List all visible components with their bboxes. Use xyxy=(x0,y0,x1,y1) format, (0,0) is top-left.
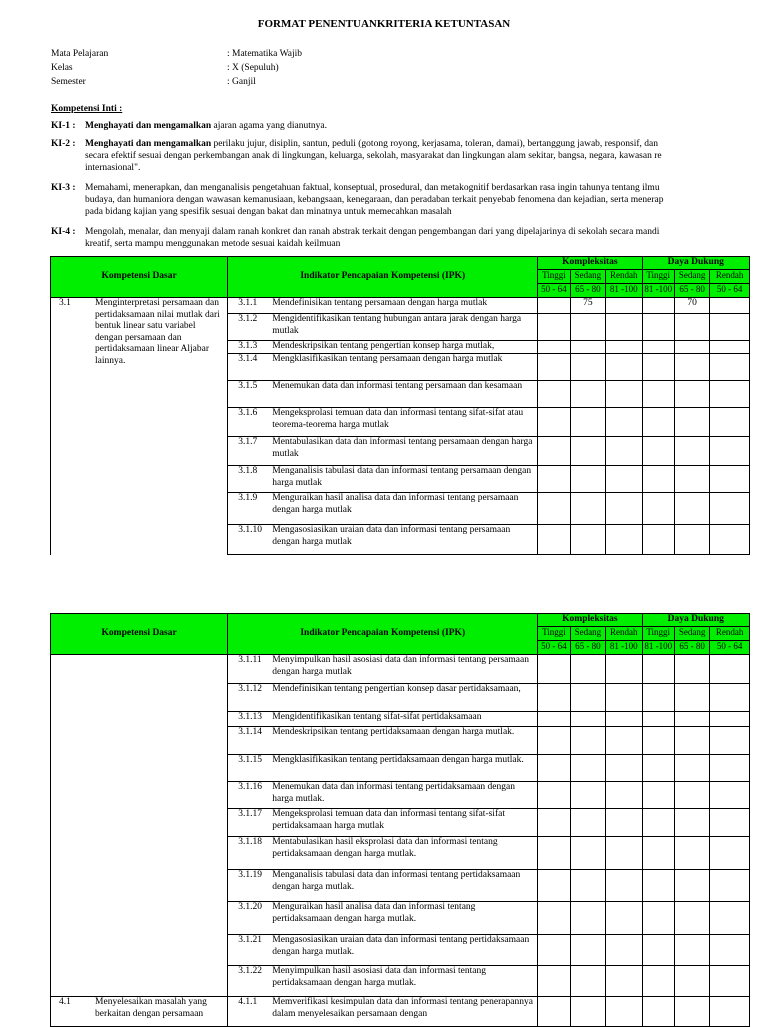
header-ipk: Indikator Pencapaian Kompetensi (IPK) xyxy=(228,257,538,298)
level-label: Tinggi xyxy=(642,270,674,284)
value-cell xyxy=(538,525,570,555)
value-cell xyxy=(710,870,750,902)
ki-bold: Menghayati dan mengamalkan xyxy=(85,139,212,149)
value-cell xyxy=(570,755,605,782)
value-cell xyxy=(606,782,642,809)
table-1 xyxy=(50,256,750,555)
value-cell xyxy=(606,354,642,381)
value-cell xyxy=(570,525,605,555)
ipk-number: 3.1.3 xyxy=(228,341,271,354)
value-cell xyxy=(538,493,570,525)
value-cell xyxy=(570,997,605,1027)
ipk-number: 3.1.19 xyxy=(228,870,271,902)
kd-text: Menginterpretasi persamaan dan pertidaksamaan nilai mutlak dari bentuk linear satu variabel dengan persamaan dan pertidaksamaan linear Aljabar lainnya. xyxy=(93,298,228,555)
value-cell xyxy=(674,870,709,902)
value-cell xyxy=(606,437,642,466)
value-cell xyxy=(642,870,674,902)
value-cell xyxy=(674,755,709,782)
ipk-number: 3.1.2 xyxy=(228,314,271,341)
ipk-number: 3.1.16 xyxy=(228,782,271,809)
value-cell xyxy=(538,314,570,341)
ipk-number: 3.1.1 xyxy=(228,298,271,314)
value-cell xyxy=(642,298,674,314)
kd-empty-cell xyxy=(51,655,228,997)
value-cell xyxy=(606,966,642,997)
value-cell xyxy=(606,493,642,525)
kd-number: 3.1 xyxy=(51,298,94,555)
value-cell xyxy=(538,684,570,712)
ipk-number: 3.1.6 xyxy=(228,408,271,437)
value-cell xyxy=(674,493,709,525)
range-label: 81 -100 xyxy=(642,284,674,298)
ki-line: pada bidang kajian yang spesifik sesuai dengan bakat dan minatnya untuk memecahkan masalah xyxy=(85,207,452,217)
ipk-text: Mengeksprolasi temuan data dan informasi tentang sifat-sifat pertidaksamaan harga mutlak xyxy=(270,809,537,837)
header-daya-dukung: Daya Dukung xyxy=(642,614,749,627)
ipk-number: 3.1.12 xyxy=(228,684,271,712)
level-label: Rendah xyxy=(606,270,642,284)
ipk-text: Menyimpulkan hasil asosiasi data dan informasi tentang persamaan dengan harga mutlak xyxy=(270,655,537,684)
ki-line: Mengolah, menalar, dan menyaji dalam ranah konkret dan ranah abstrak terkait dengan pengembangan dari yang dipelajarinya di sekolah secara mandi xyxy=(85,227,660,237)
table-row xyxy=(51,298,750,314)
ipk-number: 3.1.14 xyxy=(228,727,271,755)
ipk-text: Mendeskripsikan tentang pengertian konsep harga mutlak, xyxy=(270,341,537,354)
range-label: 81 -100 xyxy=(606,284,642,298)
value-cell xyxy=(710,755,750,782)
value-cell xyxy=(674,408,709,437)
ipk-number: 3.1.18 xyxy=(228,837,271,870)
value-cell xyxy=(606,408,642,437)
range-label: 50 - 64 xyxy=(710,284,750,298)
value-cell xyxy=(538,837,570,870)
table-1-wrapper xyxy=(0,256,744,562)
value-cell xyxy=(606,870,642,902)
ki-bold: Menghayati dan mengamalkan xyxy=(85,121,212,131)
ipk-text: Mentabulasikan data dan informasi tentang persamaan dengan harga mutlak xyxy=(270,437,537,466)
value-cell xyxy=(538,902,570,935)
ipk-number: 3.1.8 xyxy=(228,466,271,493)
value-cell xyxy=(642,809,674,837)
value-cell xyxy=(538,966,570,997)
value-cell xyxy=(570,809,605,837)
ki-line: kreatif, serta mampu menggunakan metode sesuai kaidah keilmuan xyxy=(85,239,341,249)
ipk-text: Mendeskripsikan tentang pertidaksamaan dengan harga mutlak. xyxy=(270,727,537,755)
value-cell xyxy=(710,354,750,381)
value-cell xyxy=(710,466,750,493)
info-label: Mata Pelajaran xyxy=(51,49,109,59)
value-cell xyxy=(606,902,642,935)
value-cell xyxy=(710,684,750,712)
value-cell xyxy=(674,902,709,935)
info-label: Kelas xyxy=(51,63,73,73)
header-kd: Kompetensi Dasar xyxy=(51,614,228,655)
header-kd: Kompetensi Dasar xyxy=(51,257,228,298)
value-cell xyxy=(710,727,750,755)
value-cell xyxy=(674,655,709,684)
ki-2 xyxy=(51,138,733,174)
value-cell xyxy=(674,809,709,837)
ipk-text: Mengeksprolasi temuan data dan informasi tentang sifat-sifat atau teorema-teorema harga mutlak xyxy=(270,408,537,437)
ipk-text: Mendefinisikan tentang pengertian konsep dasar pertidaksamaan, xyxy=(270,684,537,712)
range-label: 65 - 80 xyxy=(570,284,605,298)
value-cell xyxy=(642,966,674,997)
ipk-number: 3.1.7 xyxy=(228,437,271,466)
ipk-number: 3.1.17 xyxy=(228,809,271,837)
value-cell xyxy=(710,809,750,837)
ki-line: budaya, dan humaniora dengan wawasan kemanusiaan, kebangsaan, kenegaraan, dan peradaban terkait penyebab fenomena dan kejadian, serta menerap xyxy=(85,195,664,205)
value-cell xyxy=(642,314,674,341)
header-kompleksitas: Kompleksitas xyxy=(538,614,642,627)
value-cell xyxy=(642,684,674,712)
value-cell xyxy=(642,712,674,727)
value-cell xyxy=(570,712,605,727)
range-label: 65 - 80 xyxy=(674,284,709,298)
value-cell xyxy=(642,727,674,755)
ipk-text: Mengklasifikasikan tentang persamaan dengan harga mutlak xyxy=(270,354,537,381)
value-cell xyxy=(710,298,750,314)
info-label: Semester xyxy=(51,77,86,87)
level-label: Sedang xyxy=(674,270,709,284)
value-cell xyxy=(538,782,570,809)
ipk-text: Memverifikasi kesimpulan data dan informasi tentang penerapannya dalam menyelesaikan persamaan dengan xyxy=(270,997,537,1027)
value-cell xyxy=(570,354,605,381)
value-cell xyxy=(674,837,709,870)
value-cell: 75 xyxy=(570,298,605,314)
ki-line: Memahami, menerapkan, dan menganalisis pengetahuan faktual, konseptual, prosedural, dan metakognitif berdasarkan rasa ingin tahunya tentang ilmu xyxy=(85,183,660,193)
header-ipk: Indikator Pencapaian Kompetensi (IPK) xyxy=(228,614,538,655)
header-daya-dukung: Daya Dukung xyxy=(642,257,749,270)
ipk-number: 3.1.9 xyxy=(228,493,271,525)
ki-code: KI-1 : xyxy=(51,121,76,131)
ipk-text: Mengasosiasikan uraian data dan informasi tentang pertidaksamaan dengan harga mutlak. xyxy=(270,935,537,966)
value-cell xyxy=(642,437,674,466)
ipk-text: Mengklasifikasikan tentang pertidaksamaan dengan harga mutlak. xyxy=(270,755,537,782)
value-cell xyxy=(606,298,642,314)
value-cell xyxy=(570,782,605,809)
value-cell xyxy=(538,408,570,437)
value-cell xyxy=(642,493,674,525)
header-kompleksitas: Kompleksitas xyxy=(538,257,642,270)
range-label: 50 - 64 xyxy=(538,641,570,655)
value-cell xyxy=(710,381,750,408)
value-cell xyxy=(570,966,605,997)
value-cell xyxy=(710,712,750,727)
range-label: 65 - 80 xyxy=(570,641,605,655)
range-label: 65 - 80 xyxy=(674,641,709,655)
ki-code: KI-3 : xyxy=(51,183,76,193)
value-cell xyxy=(606,935,642,966)
ipk-number: 3.1.11 xyxy=(228,655,271,684)
value-cell xyxy=(642,381,674,408)
value-cell xyxy=(606,655,642,684)
value-cell xyxy=(538,437,570,466)
value-cell xyxy=(710,902,750,935)
range-label: 81 -100 xyxy=(606,641,642,655)
value-cell xyxy=(642,341,674,354)
ki-line: secara efektif sesuai dengan perkembangan anak di lingkungan, keluarga, sekolah, masyarakat dan lingkungan alam sekitar, bangsa, negara, kawasan re xyxy=(85,151,662,161)
value-cell xyxy=(570,837,605,870)
value-cell xyxy=(538,870,570,902)
value-cell xyxy=(606,381,642,408)
value-cell xyxy=(570,655,605,684)
info-value: : X (Sepuluh) xyxy=(227,63,279,73)
kd-number: 4.1 xyxy=(51,997,94,1027)
value-cell xyxy=(710,997,750,1027)
value-cell xyxy=(674,381,709,408)
level-label: Sedang xyxy=(674,627,709,641)
value-cell xyxy=(538,935,570,966)
kd-text: Menyelesaikan masalah yang berkaitan dengan persamaan xyxy=(93,997,228,1027)
ki-1 xyxy=(51,120,733,132)
level-label: Tinggi xyxy=(538,627,570,641)
ipk-text: Menganalisis tabulasi data dan informasi tentang persamaan dengan harga mutlak xyxy=(270,466,537,493)
value-cell xyxy=(674,966,709,997)
ipk-text: Menemukan data dan informasi tentang pertidaksamaan dengan harga mutlak. xyxy=(270,782,537,809)
value-cell xyxy=(538,997,570,1027)
ipk-text: Menganalisis tabulasi data dan informasi tentang pertidaksamaan dengan harga mutlak. xyxy=(270,870,537,902)
value-cell xyxy=(710,437,750,466)
ipk-text: Menyimpulkan hasil asosiasi data dan informasi tentang pertidaksamaan dengan harga mutlak. xyxy=(270,966,537,997)
value-cell xyxy=(642,354,674,381)
value-cell xyxy=(674,466,709,493)
info-value: : Ganjil xyxy=(227,77,256,87)
value-cell xyxy=(570,684,605,712)
level-label: Rendah xyxy=(710,270,750,284)
value-cell xyxy=(570,341,605,354)
value-cell xyxy=(674,341,709,354)
range-label: 81 -100 xyxy=(642,641,674,655)
ki-line: ajaran agama yang dianutnya. xyxy=(211,121,327,131)
value-cell xyxy=(710,782,750,809)
value-cell xyxy=(570,466,605,493)
ki-3 xyxy=(51,182,733,218)
value-cell xyxy=(606,809,642,837)
value-cell xyxy=(606,314,642,341)
value-cell xyxy=(642,466,674,493)
value-cell xyxy=(538,755,570,782)
range-label: 50 - 64 xyxy=(710,641,750,655)
value-cell xyxy=(674,782,709,809)
value-cell xyxy=(710,341,750,354)
value-cell xyxy=(538,354,570,381)
value-cell xyxy=(642,525,674,555)
ipk-number: 3.1.20 xyxy=(228,902,271,935)
value-cell xyxy=(674,437,709,466)
ki-heading: Kompetensi Inti : xyxy=(51,104,123,114)
ki-line: perilaku jujur, disiplin, santun, peduli (gotong royong, kerjasama, toleran, damai), bertanggung jawab, responsif, dan xyxy=(211,139,658,149)
ipk-number: 3.1.4 xyxy=(228,354,271,381)
value-cell xyxy=(642,655,674,684)
value-cell xyxy=(570,381,605,408)
value-cell xyxy=(606,341,642,354)
value-cell xyxy=(674,354,709,381)
value-cell xyxy=(642,935,674,966)
value-cell xyxy=(538,727,570,755)
ipk-text: Mengasosiasikan uraian data dan informasi tentang persamaan dengan harga mutlak xyxy=(270,525,537,555)
value-cell xyxy=(674,525,709,555)
value-cell xyxy=(570,408,605,437)
ipk-text: Mentabulasikan hasil eksprolasi data dan informasi tentang pertidaksamaan dengan harga mutlak. xyxy=(270,837,537,870)
level-label: Rendah xyxy=(606,627,642,641)
value-cell xyxy=(710,525,750,555)
level-label: Tinggi xyxy=(538,270,570,284)
value-cell xyxy=(606,755,642,782)
value-cell xyxy=(606,712,642,727)
ki-line: internasional". xyxy=(85,163,141,173)
ki-code: KI-2 : xyxy=(51,139,76,149)
value-cell xyxy=(710,935,750,966)
value-cell xyxy=(710,314,750,341)
value-cell xyxy=(710,493,750,525)
value-cell xyxy=(538,298,570,314)
value-cell xyxy=(606,684,642,712)
document-title: FORMAT PENENTUANKRITERIA KETUNTASAN xyxy=(257,18,511,30)
value-cell xyxy=(570,314,605,341)
ipk-number: 3.1.22 xyxy=(228,966,271,997)
value-cell xyxy=(538,809,570,837)
value-cell xyxy=(538,381,570,408)
table-2-wrapper xyxy=(0,613,744,1024)
value-cell xyxy=(710,655,750,684)
ipk-text: Mendefinisikan tentang persamaan dengan harga mutlak xyxy=(270,298,537,314)
value-cell xyxy=(606,525,642,555)
value-cell xyxy=(606,466,642,493)
value-cell xyxy=(606,997,642,1027)
value-cell xyxy=(606,727,642,755)
ipk-number: 3.1.10 xyxy=(228,525,271,555)
ki-code: KI-4 : xyxy=(51,227,76,237)
ipk-number: 3.1.21 xyxy=(228,935,271,966)
ipk-text: Mengidentifikasikan tentang sifat-sifat pertidaksamaan xyxy=(270,712,537,727)
info-value: : Matematika Wajib xyxy=(227,49,303,59)
value-cell xyxy=(642,837,674,870)
value-cell xyxy=(642,755,674,782)
value-cell xyxy=(642,408,674,437)
level-label: Sedang xyxy=(570,627,605,641)
value-cell xyxy=(710,837,750,870)
value-cell xyxy=(674,684,709,712)
value-cell xyxy=(642,902,674,935)
value-cell xyxy=(642,782,674,809)
ki-4 xyxy=(51,226,733,250)
value-cell xyxy=(606,837,642,870)
ipk-number: 3.1.5 xyxy=(228,381,271,408)
ipk-text: Menguraikan hasil analisa data dan informasi tentang pertidaksamaan dengan harga mutlak. xyxy=(270,902,537,935)
table-2 xyxy=(50,613,750,1027)
value-cell: 70 xyxy=(674,298,709,314)
value-cell xyxy=(710,966,750,997)
value-cell xyxy=(570,493,605,525)
value-cell xyxy=(570,935,605,966)
value-cell xyxy=(538,655,570,684)
table-row xyxy=(51,655,750,684)
ipk-number: 4.1.1 xyxy=(228,997,271,1027)
value-cell xyxy=(538,341,570,354)
range-label: 50 - 64 xyxy=(538,284,570,298)
value-cell xyxy=(674,314,709,341)
ipk-text: Menemukan data dan informasi tentang persamaan dan kesamaan xyxy=(270,381,537,408)
ipk-text: Menguraikan hasil analisa data dan informasi tentang persamaan dengan harga mutlak xyxy=(270,493,537,525)
value-cell xyxy=(570,902,605,935)
value-cell xyxy=(674,997,709,1027)
level-label: Rendah xyxy=(710,627,750,641)
ipk-number: 3.1.13 xyxy=(228,712,271,727)
value-cell xyxy=(674,727,709,755)
level-label: Sedang xyxy=(570,270,605,284)
value-cell xyxy=(570,727,605,755)
value-cell xyxy=(674,935,709,966)
value-cell xyxy=(570,437,605,466)
value-cell xyxy=(642,997,674,1027)
value-cell xyxy=(674,712,709,727)
table-row xyxy=(51,997,750,1027)
value-cell xyxy=(570,870,605,902)
ipk-text: Mengidentifikasikan tentang hubungan antara jarak dengan harga mutlak xyxy=(270,314,537,341)
value-cell xyxy=(538,466,570,493)
level-label: Tinggi xyxy=(642,627,674,641)
value-cell xyxy=(710,408,750,437)
ipk-number: 3.1.15 xyxy=(228,755,271,782)
value-cell xyxy=(538,712,570,727)
